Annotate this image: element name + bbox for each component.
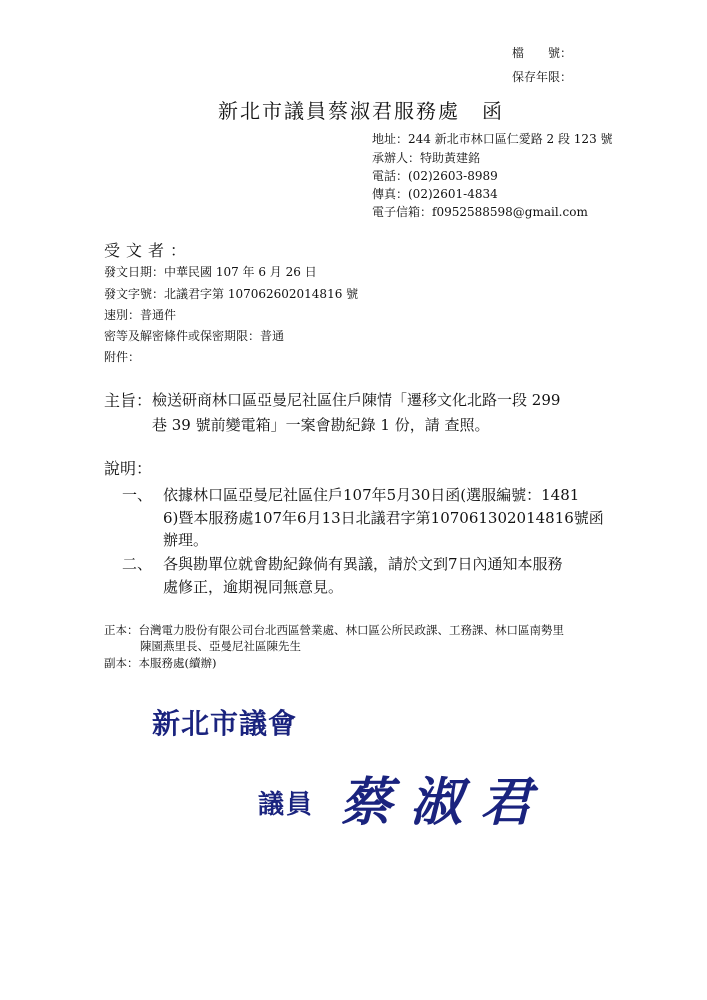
explanation-label: 說明：: [104, 459, 153, 478]
item-1-number: 一、: [122, 486, 153, 504]
file-number-label: 檔 號：: [512, 46, 573, 60]
document-number: 發文字號：北議君字第 107062602014816 號: [104, 287, 359, 301]
item-2-line-1: 各與勘單位就會勘紀錄倘有異議，請於文到7日內通知本服務: [163, 555, 563, 573]
sender-phone: 電話：(02)2603-8989: [372, 169, 498, 183]
issue-date: 發文日期：中華民國 107 年 6 月 26 日: [104, 265, 317, 279]
subject-line-2: 巷 39 號前變電箱」一案會勘紀錄 1 份，請 查照。: [152, 416, 490, 434]
signature-organization: 新北市議會: [152, 707, 298, 740]
signature-title: 議員: [258, 790, 315, 820]
recipient-label: 受文者：: [104, 241, 193, 260]
main-recipients-line-2: 陳園燕里長、亞曼尼社區陳先生: [140, 639, 301, 653]
item-1-line-3: 辦理。: [163, 531, 209, 549]
item-1-line-1: 依據林口區亞曼尼社區住戶107年5月30日函(選服編號：1481: [163, 486, 580, 504]
sender-email: 電子信箱：f0952588598@gmail.com: [372, 205, 588, 219]
attachment-label: 附件：: [104, 350, 141, 364]
subject-line-1: 檢送研商林口區亞曼尼社區住戶陳情「遷移文化北路一段 299: [152, 391, 561, 409]
delivery-speed: 速別：普通件: [104, 308, 177, 322]
sender-fax: 傳真：(02)2601-4834: [372, 187, 498, 201]
item-1-line-2: 6)暨本服務處107年6月13日北議君字第107061302014816號函: [163, 509, 604, 527]
sender-address: 地址：244 新北市林口區仁愛路 2 段 123 號: [372, 132, 613, 146]
security-level: 密等及解密條件或保密期限：普通: [104, 329, 285, 343]
document-title: 新北市議員蔡淑君服務處 函: [218, 99, 504, 123]
signature-name: 蔡淑君: [340, 772, 551, 833]
item-2-number: 二、: [122, 555, 153, 573]
carbon-copy: 副本：本服務處(續辦): [104, 656, 217, 670]
item-2-line-2: 處修正，逾期視同無意見。: [163, 578, 344, 596]
sender-handler: 承辦人：特助黃建銘: [372, 151, 481, 165]
main-recipients-line-1: 正本：台灣電力股份有限公司台北西區營業處、林口區公所民政課、工務課、林口區南勢里: [104, 623, 564, 637]
subject-label: 主旨：: [104, 391, 153, 410]
retention-period-label: 保存年限：: [512, 70, 573, 84]
